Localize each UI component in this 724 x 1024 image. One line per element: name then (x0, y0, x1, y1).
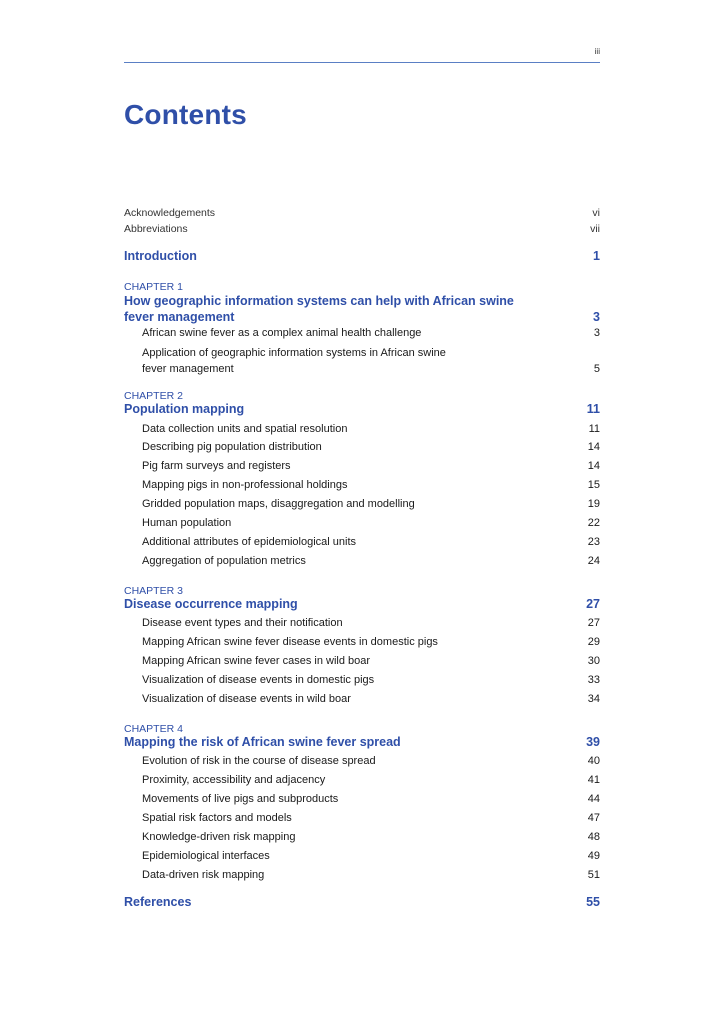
chapter-2-label: CHAPTER 2 (124, 390, 183, 402)
toc-entry-label: fever management (142, 363, 234, 375)
chapter-1-title[interactable] (124, 293, 600, 325)
toc-section-introduction[interactable] (124, 249, 600, 263)
chapter-2-title[interactable] (124, 402, 600, 416)
toc-entry[interactable] (142, 755, 600, 767)
chapter-title: Population mapping (124, 402, 245, 416)
toc-entry-label: Mapping African swine fever cases in wild boar (142, 655, 371, 667)
toc-entry-label: Movements of live pigs and subproducts (142, 793, 339, 805)
toc-entry-label: Epidemiological interfaces (142, 850, 270, 862)
toc-entry[interactable] (142, 479, 600, 491)
toc-entry-page: 41 (587, 774, 600, 786)
page-number: iii (594, 47, 600, 56)
toc-entry-label: Spatial risk factors and models (142, 812, 292, 824)
toc-entry-page: 27 (587, 617, 600, 629)
toc-entry[interactable] (142, 831, 600, 843)
toc-entry-acknowledgements[interactable] (124, 207, 600, 219)
toc-entry[interactable] (142, 517, 600, 529)
toc-entry-abbreviations[interactable] (124, 223, 600, 235)
chapter-3-title[interactable] (124, 597, 600, 611)
toc-entry-page: 14 (587, 441, 600, 453)
toc-entry-label: Visualization of disease events in domestic pigs (142, 674, 375, 686)
toc-entry-page: 44 (587, 793, 600, 805)
toc-entry[interactable] (142, 536, 600, 548)
toc-entry-label: Describing pig population distribution (142, 441, 322, 453)
chapter-3-label: CHAPTER 3 (124, 585, 183, 597)
toc-entry[interactable] (142, 460, 600, 472)
toc-entry-label: Pig farm surveys and registers (142, 460, 291, 472)
toc-entry[interactable] (142, 441, 600, 453)
toc-section-page: 1 (593, 249, 600, 263)
chapter-title-line: How geographic information systems can help with African swine (124, 294, 514, 308)
toc-entry-page: 34 (587, 693, 600, 705)
toc-entry[interactable] (142, 693, 600, 705)
toc-entry-page: 40 (587, 755, 600, 767)
toc-entry[interactable] (142, 674, 600, 686)
toc-section-label: References (124, 895, 192, 909)
toc-entry-label: Data collection units and spatial resolution (142, 423, 348, 435)
chapter-title-line: fever management (124, 310, 235, 324)
toc-entry-page: 29 (587, 636, 600, 648)
page-title: Contents (124, 99, 247, 130)
toc-entry-label: Mapping African swine fever disease events in domestic pigs (142, 636, 438, 648)
toc-entry-label: Visualization of disease events in wild boar (142, 693, 351, 705)
toc-entry-label: African swine fever as a complex animal health challenge (142, 327, 422, 339)
chapter-page: 11 (586, 402, 600, 416)
toc-entry[interactable] (142, 345, 600, 377)
toc-entry[interactable] (142, 327, 600, 339)
toc-entry-page: 23 (587, 536, 600, 548)
toc-entry[interactable] (142, 812, 600, 824)
chapter-page: 3 (593, 310, 600, 324)
toc-entry[interactable] (142, 498, 600, 510)
toc-entry-label: Evolution of risk in the course of disease spread (142, 755, 376, 767)
toc-entry-page: 48 (587, 831, 600, 843)
toc-entry-label: Acknowledgements (124, 207, 216, 219)
chapter-title: Disease occurrence mapping (124, 597, 298, 611)
header-rule (124, 62, 600, 63)
toc-entry[interactable] (142, 555, 600, 567)
chapter-4-label: CHAPTER 4 (124, 723, 183, 735)
toc-entry[interactable] (142, 636, 600, 648)
toc-entry-page: 19 (587, 498, 600, 510)
toc-entry-page: 14 (587, 460, 600, 472)
toc-entry-label: Mapping pigs in non-professional holdings (142, 479, 348, 491)
toc-entry-label: Additional attributes of epidemiological units (142, 536, 357, 548)
toc-entry-label: Human population (142, 517, 232, 529)
toc-entry-page: 47 (587, 812, 600, 824)
toc-section-page: 55 (586, 895, 600, 909)
chapter-1-label: CHAPTER 1 (124, 281, 183, 293)
chapter-title: Mapping the risk of African swine fever spread (124, 735, 401, 749)
toc-entry-label: Data-driven risk mapping (142, 869, 265, 881)
toc-entry-page: 15 (587, 479, 600, 491)
toc-entry[interactable] (142, 655, 600, 667)
toc-entry-label: Proximity, accessibility and adjacency (142, 774, 326, 786)
toc-entry[interactable] (142, 793, 600, 805)
toc-entry-page: 24 (587, 555, 600, 567)
toc-entry[interactable] (142, 774, 600, 786)
toc-section-references[interactable] (124, 895, 600, 909)
toc-entry[interactable] (142, 617, 600, 629)
toc-entry-page: 5 (593, 363, 600, 375)
toc-entry-page: 3 (593, 327, 600, 339)
toc-entry-label: Aggregation of population metrics (142, 555, 306, 567)
toc-entry-page: vii (590, 223, 600, 235)
toc-entry-page: 33 (587, 674, 600, 686)
toc-entry-label: Application of geographic information systems in African swine (142, 347, 446, 359)
toc-entry[interactable] (142, 850, 600, 862)
chapter-page: 27 (586, 597, 600, 611)
toc-entry-label: Disease event types and their notification (142, 617, 343, 629)
toc-entry-page: vi (592, 207, 600, 219)
toc-entry-page: 22 (587, 517, 600, 529)
toc-entry-page: 51 (587, 869, 600, 881)
toc-entry[interactable] (142, 869, 600, 881)
chapter-page: 39 (586, 735, 600, 749)
toc-section-label: Introduction (124, 249, 197, 263)
toc-entry-page: 30 (587, 655, 600, 667)
toc-entry-label: Gridded population maps, disaggregation and modelling (142, 498, 415, 510)
toc-entry-label: Knowledge-driven risk mapping (142, 831, 296, 843)
toc-entry-label: Abbreviations (124, 223, 188, 235)
toc-entry-page: 49 (587, 850, 600, 862)
toc-entry-page: 11 (588, 423, 600, 435)
toc-entry[interactable] (142, 423, 600, 435)
chapter-4-title[interactable] (124, 735, 600, 749)
